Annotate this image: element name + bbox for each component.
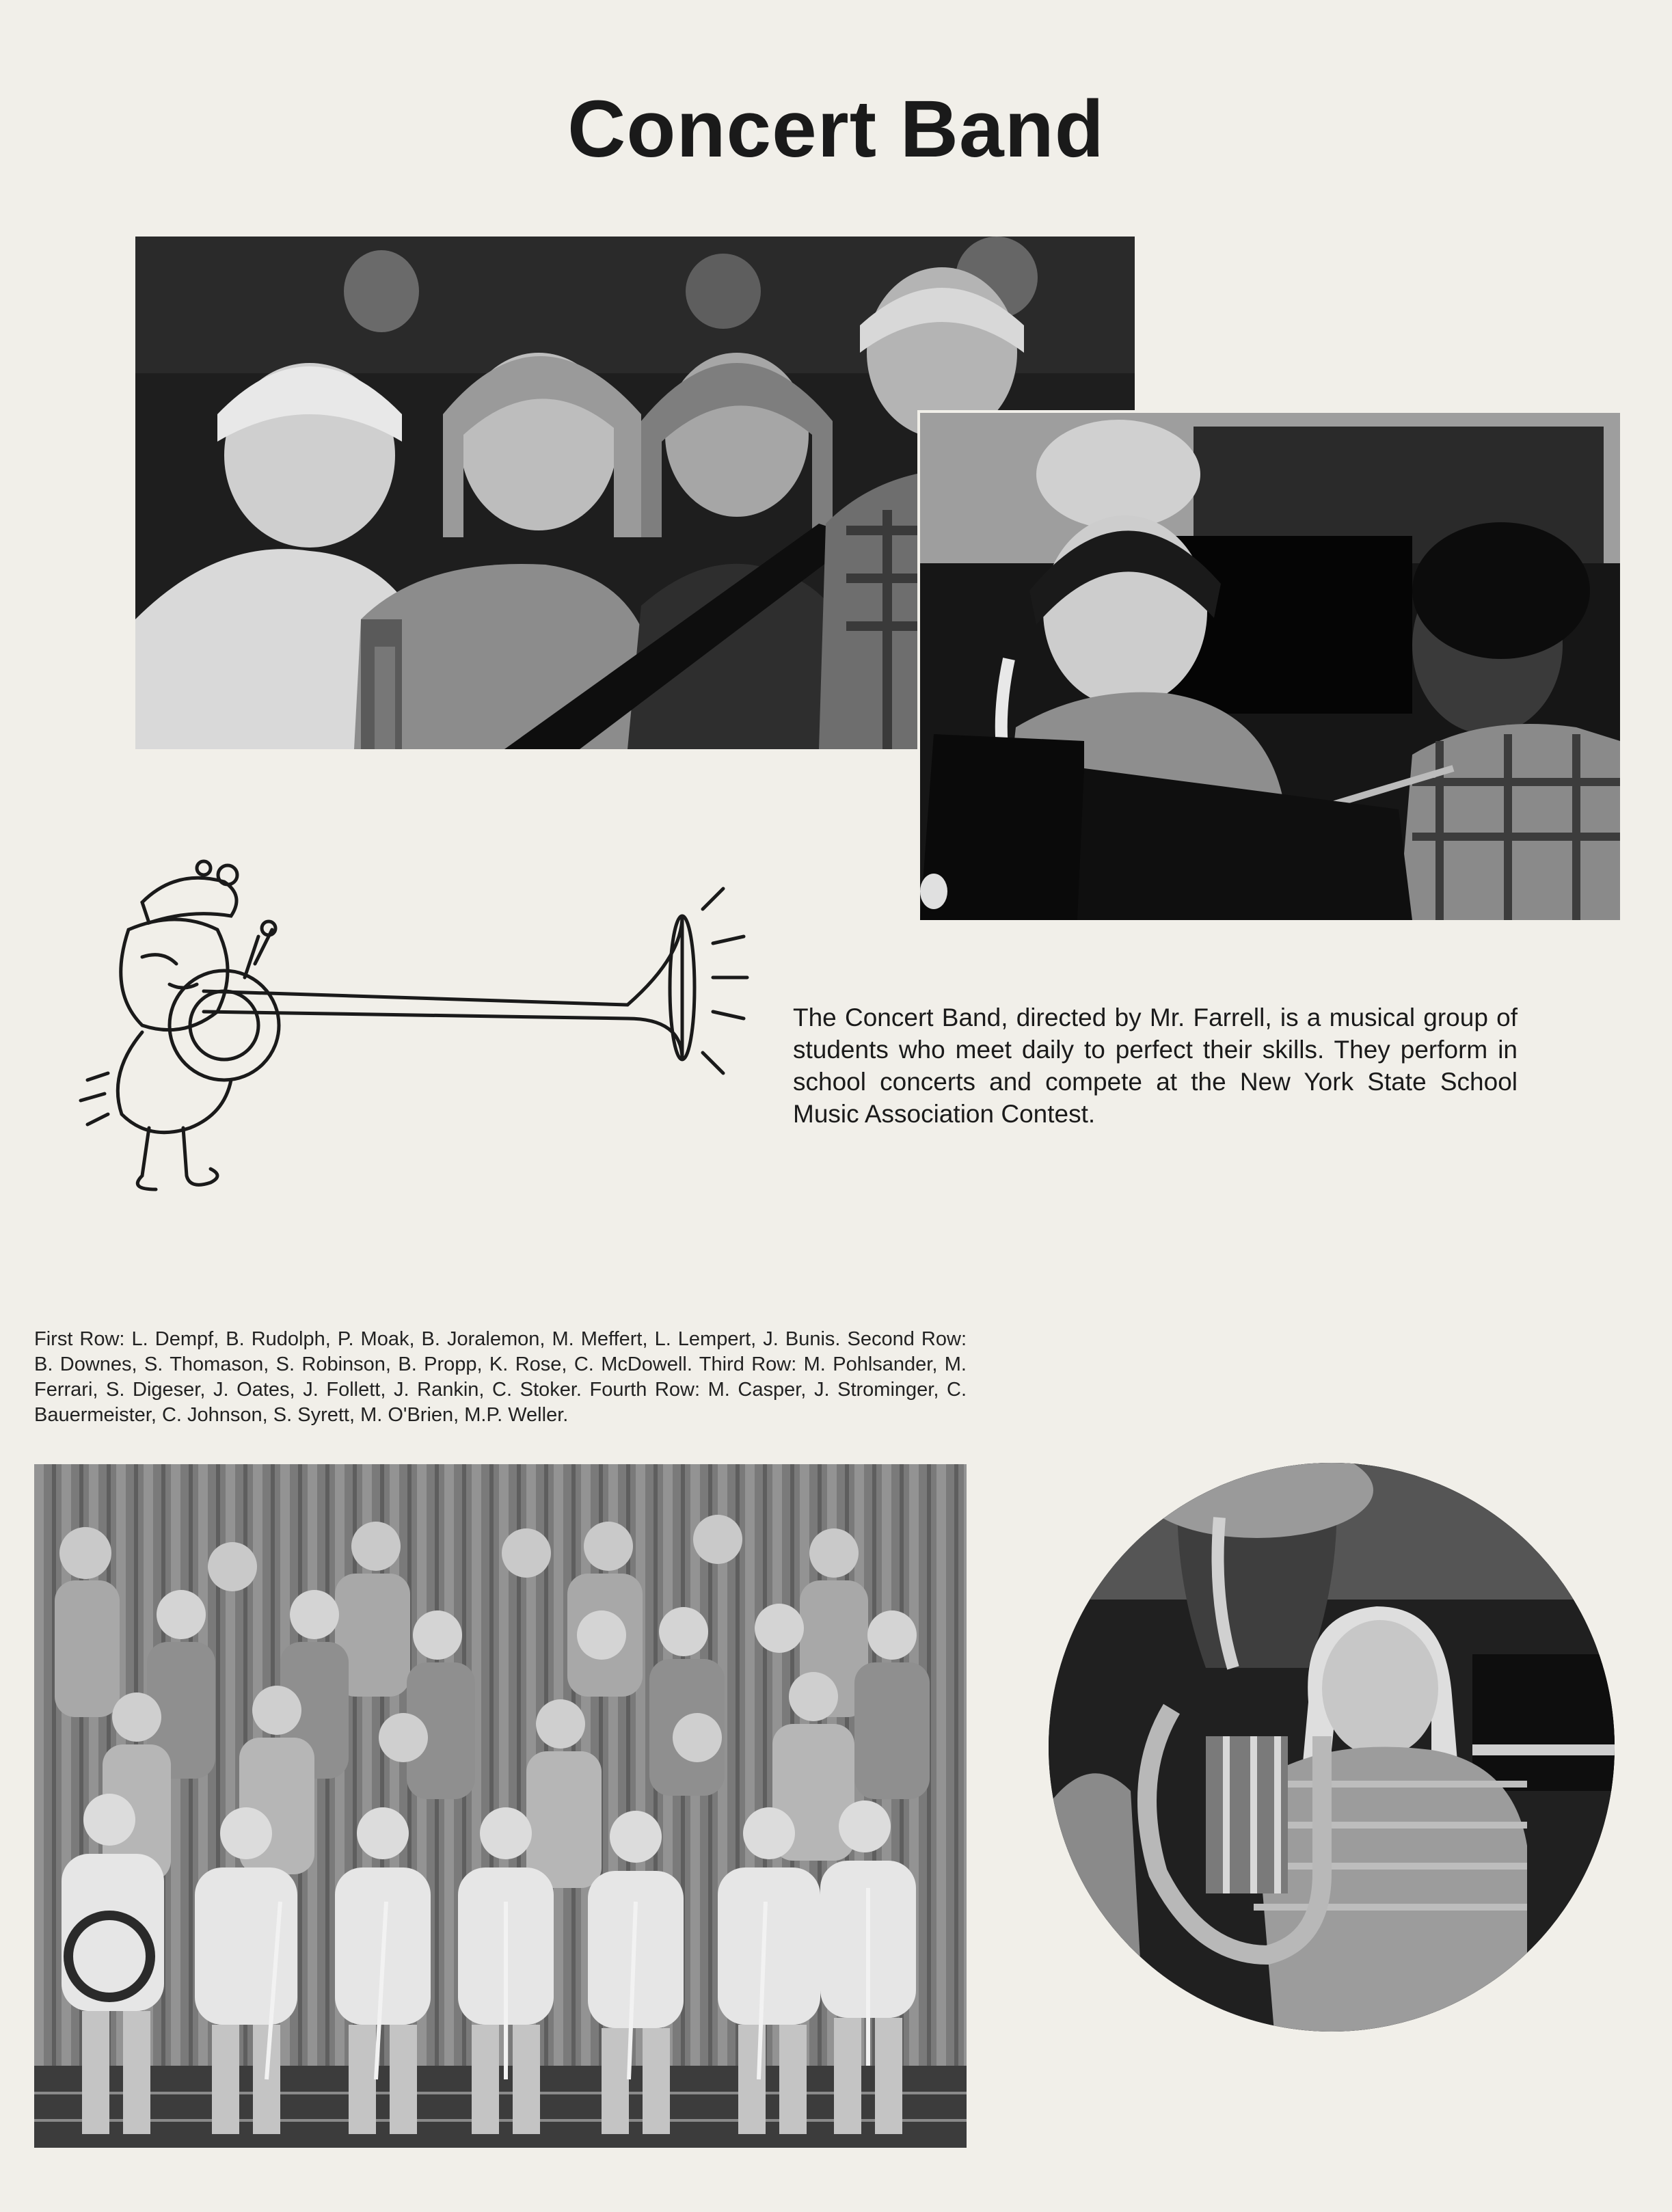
photo-band-group-portrait — [34, 1464, 967, 2148]
page-title: Concert Band — [567, 84, 1105, 174]
body-text: The Concert Band, directed by Mr. Farrell, is a musical group of students who meet daily to perfect their skills. They perform in school concerts and compete at the New York State School Music Association Contest. — [793, 1003, 1518, 1128]
photo-tuba-player-circular — [1049, 1463, 1615, 2032]
trumpet-mascot-illustration — [67, 854, 751, 1196]
group-photo-caption: First Row: L. Dempf, B. Rudolph, P. Moak, B. Joralemon, M. Meffert, L. Lempert, J. Bunis. Second Row: B. Downes, S. Thomason, S. Robinson, B. Propp, K. Rose, C. McDowell. Third Row: M. Pohlsander, M. Ferrari, S. Digeser, J. Oates, J. Follett, J. Rankin, C. Stoker. Fourth Row: M. Casper, J. Strominger, C. Bauermeister, C. Johnson, S. Syrett, M. O'Brien, M.P. Weller. — [34, 1328, 967, 1426]
photo-saxophone-clarinet-players — [917, 410, 1623, 923]
